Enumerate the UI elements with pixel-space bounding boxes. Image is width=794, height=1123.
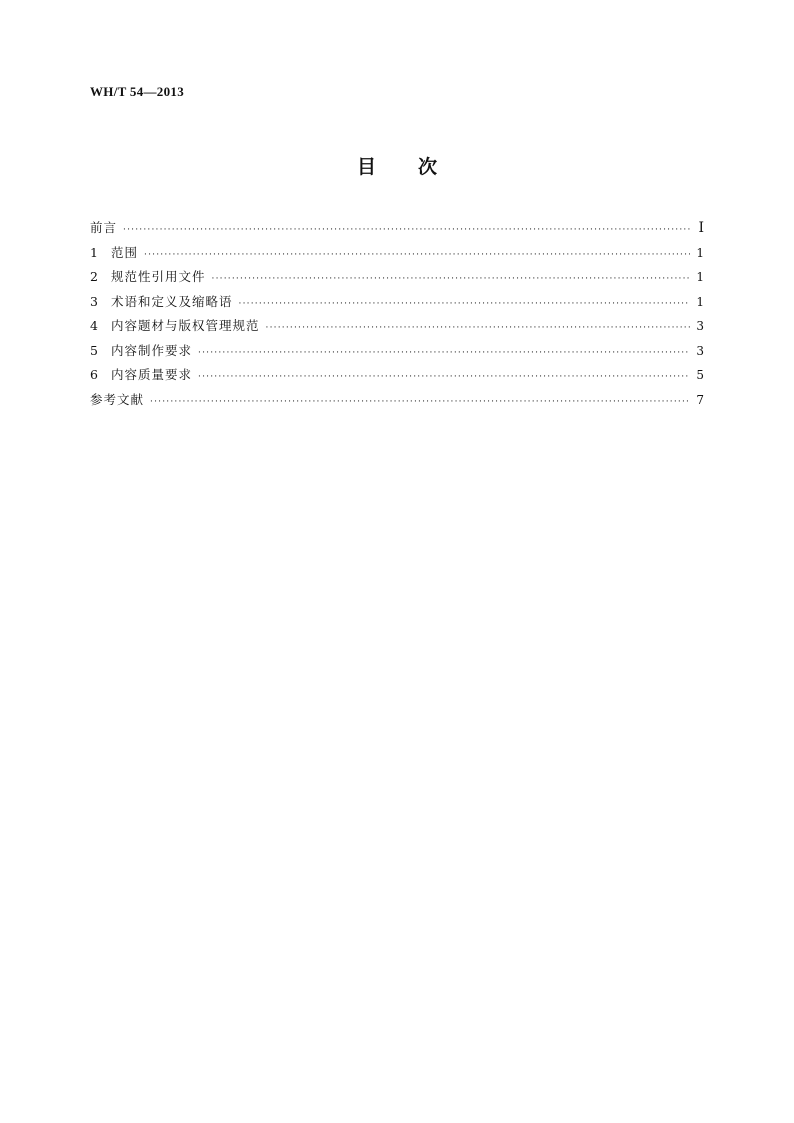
toc-entry-label: 内容制作要求 — [111, 342, 193, 358]
table-of-contents — [90, 216, 704, 412]
toc-entry-label: 规范性引用文件 — [111, 269, 206, 284]
toc-leader-dots — [212, 267, 690, 292]
title-char-2: 次 — [418, 156, 438, 178]
toc-leader-dots — [198, 341, 690, 366]
toc-leader-dots — [239, 292, 690, 317]
toc-page-number: 1 — [696, 245, 704, 260]
toc-entry-label: 内容题材与版权管理规范 — [111, 318, 260, 333]
toc-page-number: 5 — [696, 368, 704, 382]
toc-entry-content-copyright[interactable] — [90, 314, 704, 339]
toc-entry-label: 范围 — [111, 244, 139, 260]
toc-entry-scope[interactable] — [90, 241, 704, 266]
toc-entry-number: 6 — [90, 367, 98, 382]
toc-leader-dots — [150, 390, 690, 415]
toc-entry-label: 术语和定义及缩略语 — [111, 293, 233, 309]
title-char-1: 目 — [356, 156, 376, 178]
page-title — [0, 152, 794, 179]
toc-entry-quality-requirements[interactable] — [90, 363, 704, 388]
toc-entry-terms-definitions[interactable] — [90, 290, 704, 315]
toc-leader-dots — [198, 365, 690, 390]
toc-entry-number: 3 — [90, 293, 98, 309]
toc-page-number: 3 — [696, 319, 704, 333]
toc-page-number: Ⅰ — [698, 220, 704, 236]
toc-page-number: 1 — [696, 294, 704, 309]
toc-entry-production-requirements[interactable] — [90, 339, 704, 364]
toc-entry-number: 2 — [90, 269, 98, 284]
toc-page-number: 3 — [696, 343, 704, 358]
toc-entry-number: 4 — [90, 318, 98, 333]
toc-entry-normative-references[interactable] — [90, 265, 704, 290]
toc-entry-label: 参考文献 — [90, 391, 145, 407]
toc-entry-bibliography[interactable] — [90, 388, 704, 413]
toc-entry-label: 内容质量要求 — [111, 367, 193, 382]
toc-entry-foreword[interactable] — [90, 216, 704, 241]
toc-leader-dots — [266, 316, 690, 341]
toc-page-number: 1 — [696, 270, 704, 284]
standard-code: WH/T 54—2013 — [90, 84, 185, 99]
toc-leader-dots — [123, 218, 690, 243]
toc-entry-number: 5 — [90, 342, 98, 358]
toc-page-number: 7 — [696, 392, 704, 407]
toc-leader-dots — [144, 243, 690, 268]
toc-entry-label: 前言 — [90, 220, 118, 235]
toc-entry-number: 1 — [90, 244, 98, 260]
